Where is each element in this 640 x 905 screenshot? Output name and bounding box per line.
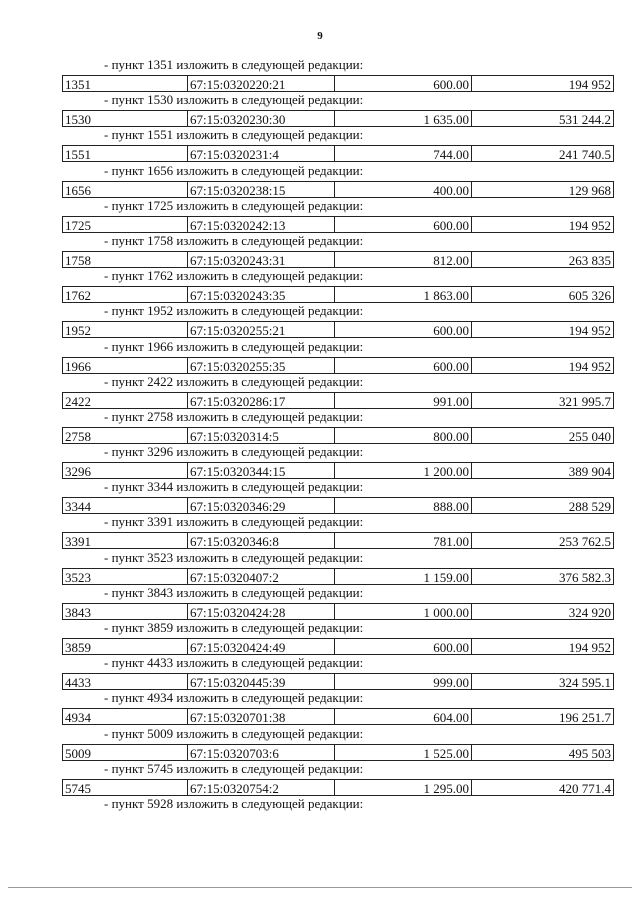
heading-suffix: изложить в следующей редакции: [176, 232, 364, 248]
cadastral-number-cell: 67:15:0320286:17 [188, 393, 335, 408]
heading-prefix: - пункт [104, 514, 144, 530]
heading-suffix: изложить в следующей редакции: [176, 584, 364, 600]
area-cell: 600.00 [335, 358, 472, 373]
item-number-cell: 1762 [63, 287, 188, 302]
table-row [62, 532, 614, 549]
cadastral-number-cell: 67:15:0320424:49 [188, 639, 335, 654]
item-number-cell: 1952 [63, 322, 188, 337]
item-number-cell: 1530 [63, 111, 188, 126]
item-number-cell: 1966 [63, 358, 188, 373]
heading-prefix: - пункт [104, 92, 144, 108]
heading-suffix: изложить в следующей редакции: [176, 268, 364, 284]
item-number-cell: 5009 [63, 745, 188, 760]
item-number-cell: 1656 [63, 182, 188, 197]
table-row [62, 357, 614, 374]
table-row [62, 75, 614, 92]
amendment-entry [62, 163, 614, 198]
table-row [62, 321, 614, 338]
heading-prefix: - пункт [104, 373, 144, 389]
amendment-entry [62, 198, 614, 233]
value-cell: 376 582.3 [559, 569, 611, 584]
heading-suffix: изложить в следующей редакции: [176, 197, 364, 213]
amendment-entry [62, 92, 614, 127]
cadastral-number-cell: 67:15:0320701:38 [188, 709, 335, 724]
table-row [62, 673, 614, 690]
heading-prefix: - пункт [104, 725, 144, 741]
amendment-entry [62, 655, 614, 690]
entry-heading [62, 620, 614, 635]
table-row [62, 462, 614, 479]
area-cell: 744.00 [335, 146, 472, 161]
area-cell: 800.00 [335, 428, 472, 443]
page-number: 9 [317, 30, 323, 42]
entry-heading [62, 479, 614, 494]
heading-item-number: 2422 [147, 373, 174, 389]
amendment-entry [62, 303, 614, 338]
cadastral-number-cell: 67:15:0320703:6 [188, 745, 335, 760]
heading-suffix: изложить в следующей редакции: [176, 725, 364, 741]
value-cell: 194 952 [568, 77, 611, 91]
area-cell: 1 525.00 [335, 745, 472, 760]
heading-suffix: изложить в следующей редакции: [176, 479, 364, 495]
entry-heading [62, 550, 614, 565]
item-number-cell: 2758 [63, 428, 188, 443]
bottom-rule [8, 887, 632, 888]
item-number-cell: 5745 [63, 780, 188, 795]
heading-item-number: 1758 [147, 232, 174, 248]
value-cell: 194 952 [568, 358, 611, 373]
item-number-cell: 3523 [63, 569, 188, 584]
cadastral-number-cell: 67:15:0320346:8 [188, 533, 335, 548]
area-cell: 812.00 [335, 252, 472, 267]
heading-suffix: изложить в следующей редакции: [176, 444, 364, 460]
entry-heading [62, 198, 614, 213]
cadastral-number-cell: 67:15:0320243:31 [188, 252, 335, 267]
value-cell: 129 968 [568, 182, 611, 197]
item-number-cell: 2422 [63, 393, 188, 408]
table-row [62, 708, 614, 725]
heading-item-number: 4433 [147, 655, 174, 671]
heading-suffix: изложить в следующей редакции: [176, 162, 364, 178]
entry-heading-last [62, 796, 614, 811]
heading-item-number: 1762 [147, 268, 174, 284]
amendment-entry [62, 374, 614, 409]
value-cell: 241 740.5 [559, 147, 611, 162]
heading-item-number: 1351 [147, 57, 174, 72]
amendment-entry [62, 233, 614, 268]
cadastral-number-cell: 67:15:0320230:30 [188, 111, 335, 126]
heading-item-number: 5009 [147, 725, 174, 741]
entry-heading [62, 690, 614, 705]
area-cell: 999.00 [335, 674, 472, 689]
heading-item-number: 5745 [147, 760, 174, 776]
item-number-cell: 3859 [63, 639, 188, 654]
area-cell: 1 000.00 [335, 604, 472, 619]
value-cell: 321 995.7 [559, 393, 611, 408]
entry-heading [62, 57, 614, 72]
heading-item-number: 1966 [147, 338, 174, 354]
cadastral-number-cell: 67:15:0320243:35 [188, 287, 335, 302]
area-cell: 1 200.00 [335, 463, 472, 478]
table-row [62, 603, 614, 620]
heading-prefix: - пункт [104, 655, 144, 671]
heading-item-number: 1725 [147, 197, 174, 213]
heading-prefix: - пункт [104, 162, 144, 178]
area-cell: 1 159.00 [335, 569, 472, 584]
heading-item-number: 1952 [147, 303, 174, 319]
heading-suffix: изложить в следующей редакции: [176, 549, 364, 565]
entry-heading [62, 233, 614, 248]
item-number-cell: 1725 [63, 217, 188, 232]
entry-heading [62, 761, 614, 776]
heading-prefix: - пункт [104, 127, 144, 143]
value-cell: 194 952 [568, 323, 611, 338]
value-cell: 605 326 [568, 288, 611, 303]
heading-suffix: изложить в следующей редакции: [176, 620, 364, 635]
amendment-entry [62, 585, 614, 620]
heading-item-number: 1656 [147, 162, 174, 178]
heading-prefix: - пункт [104, 549, 144, 565]
cadastral-number-cell: 67:15:0320424:28 [188, 604, 335, 619]
entry-heading [62, 444, 614, 459]
heading-suffix: изложить в следующей редакции: [176, 760, 364, 776]
heading-item-number: 3391 [147, 514, 174, 530]
value-cell: 194 952 [568, 640, 611, 654]
cadastral-number-cell: 67:15:0320314:5 [188, 428, 335, 443]
heading-suffix: изложить в следующей редакции: [176, 57, 364, 72]
table-row [62, 568, 614, 585]
heading-item-number: 1530 [147, 92, 174, 108]
cadastral-number-cell: 67:15:0320346:29 [188, 498, 335, 513]
value-cell: 255 040 [568, 428, 611, 443]
value-cell: 389 904 [568, 464, 611, 479]
area-cell: 600.00 [335, 322, 472, 337]
entry-heading [62, 92, 614, 107]
area-cell: 888.00 [335, 498, 472, 513]
amendment-entry [62, 409, 614, 444]
heading-item-number: 3523 [147, 549, 174, 565]
heading-prefix: - пункт [104, 760, 144, 776]
table-row [62, 744, 614, 761]
area-cell: 400.00 [335, 182, 472, 197]
table-row [62, 392, 614, 409]
item-number-cell: 3843 [63, 604, 188, 619]
value-cell: 196 251.7 [559, 710, 611, 725]
table-row [62, 145, 614, 162]
heading-item-number: 3859 [147, 620, 174, 635]
table-row [62, 427, 614, 444]
item-number-cell: 4934 [63, 709, 188, 724]
value-cell: 324 595.1 [559, 675, 611, 690]
amendment-entry [62, 550, 614, 585]
item-number-cell: 4433 [63, 674, 188, 689]
area-cell: 1 635.00 [335, 111, 472, 126]
value-cell: 263 835 [568, 252, 611, 267]
entry-heading [62, 409, 614, 424]
amendment-entry [62, 690, 614, 725]
value-cell: 420 771.4 [559, 780, 611, 795]
table-row [62, 251, 614, 268]
heading-suffix: изложить в следующей редакции: [176, 338, 364, 354]
area-cell: 600.00 [335, 217, 472, 232]
cadastral-number-cell: 67:15:0320445:39 [188, 674, 335, 689]
cadastral-number-cell: 67:15:0320220:21 [188, 76, 335, 91]
cadastral-number-cell: 67:15:0320231:4 [188, 146, 335, 161]
item-number-cell: 1758 [63, 252, 188, 267]
amendment-entry [62, 620, 614, 655]
cadastral-number-cell: 67:15:0320754:2 [188, 780, 335, 795]
heading-suffix: изложить в следующей редакции: [176, 303, 364, 319]
entry-heading [62, 339, 614, 354]
heading-prefix: - пункт [104, 795, 144, 811]
table-row [62, 216, 614, 233]
heading-prefix: - пункт [104, 690, 144, 706]
table-row [62, 110, 614, 127]
table-row [62, 779, 614, 796]
amendment-entry [62, 57, 614, 92]
table-row [62, 286, 614, 303]
heading-prefix: - пункт [104, 620, 144, 635]
item-number-cell: 3296 [63, 463, 188, 478]
entry-heading [62, 374, 614, 389]
amendment-entry [62, 268, 614, 303]
heading-item-number: 4934 [147, 690, 174, 706]
heading-item-number: 3344 [147, 479, 174, 495]
cadastral-number-cell: 67:15:0320407:2 [188, 569, 335, 584]
entry-heading [62, 163, 614, 178]
heading-item-number: 3843 [147, 584, 174, 600]
amendment-entry [62, 339, 614, 374]
heading-suffix: изложить в следующей редакции: [176, 373, 364, 389]
heading-prefix: - пункт [104, 197, 144, 213]
cadastral-number-cell: 67:15:0320242:13 [188, 217, 335, 232]
heading-suffix: изложить в следующей редакции: [176, 655, 364, 671]
heading-prefix: - пункт [104, 268, 144, 284]
entry-heading [62, 127, 614, 142]
heading-item-number: 2758 [147, 408, 174, 424]
heading-prefix: - пункт [104, 584, 144, 600]
amendment-entry [62, 127, 614, 162]
heading-suffix: изложить в следующей редакции: [176, 408, 364, 424]
heading-prefix: - пункт [104, 57, 144, 72]
area-cell: 604.00 [335, 709, 472, 724]
cadastral-number-cell: 67:15:0320344:15 [188, 463, 335, 478]
value-cell: 531 244.2 [559, 112, 611, 127]
heading-suffix: изложить в следующей редакции: [176, 92, 364, 108]
amendment-entry [62, 479, 614, 514]
item-number-cell: 1551 [63, 146, 188, 161]
heading-suffix: изложить в следующей редакции: [176, 795, 364, 811]
heading-prefix: - пункт [104, 408, 144, 424]
cadastral-number-cell: 67:15:0320238:15 [188, 182, 335, 197]
entry-heading [62, 268, 614, 283]
amendment-entry [62, 726, 614, 761]
heading-item-number: 3296 [147, 444, 174, 460]
value-cell: 324 920 [568, 604, 611, 619]
area-cell: 600.00 [335, 639, 472, 654]
amendments-list [62, 57, 614, 811]
table-row [62, 497, 614, 514]
value-cell: 194 952 [568, 217, 611, 232]
item-number-cell: 3344 [63, 498, 188, 513]
area-cell: 600.00 [335, 76, 472, 91]
cadastral-number-cell: 67:15:0320255:35 [188, 358, 335, 373]
entry-heading [62, 585, 614, 600]
heading-item-number: 5928 [147, 795, 174, 811]
heading-suffix: изложить в следующей редакции: [176, 127, 364, 143]
table-row [62, 638, 614, 655]
area-cell: 781.00 [335, 533, 472, 548]
item-number-cell: 3391 [63, 533, 188, 548]
value-cell: 288 529 [568, 499, 611, 514]
table-row [62, 181, 614, 198]
heading-item-number: 1551 [147, 127, 174, 143]
entry-heading [62, 514, 614, 529]
heading-prefix: - пункт [104, 479, 144, 495]
value-cell: 253 762.5 [559, 534, 611, 549]
heading-prefix: - пункт [104, 303, 144, 319]
item-number-cell: 1351 [63, 76, 188, 91]
amendment-entry [62, 514, 614, 549]
entry-heading [62, 655, 614, 670]
heading-prefix: - пункт [104, 338, 144, 354]
area-cell: 991.00 [335, 393, 472, 408]
entry-heading [62, 303, 614, 318]
amendment-entry [62, 444, 614, 479]
amendment-entry [62, 761, 614, 796]
value-cell: 495 503 [568, 745, 611, 760]
area-cell: 1 863.00 [335, 287, 472, 302]
area-cell: 1 295.00 [335, 780, 472, 795]
heading-suffix: изложить в следующей редакции: [176, 514, 364, 530]
heading-suffix: изложить в следующей редакции: [176, 690, 364, 706]
cadastral-number-cell: 67:15:0320255:21 [188, 322, 335, 337]
heading-prefix: - пункт [104, 232, 144, 248]
entry-heading [62, 726, 614, 741]
heading-prefix: - пункт [104, 444, 144, 460]
